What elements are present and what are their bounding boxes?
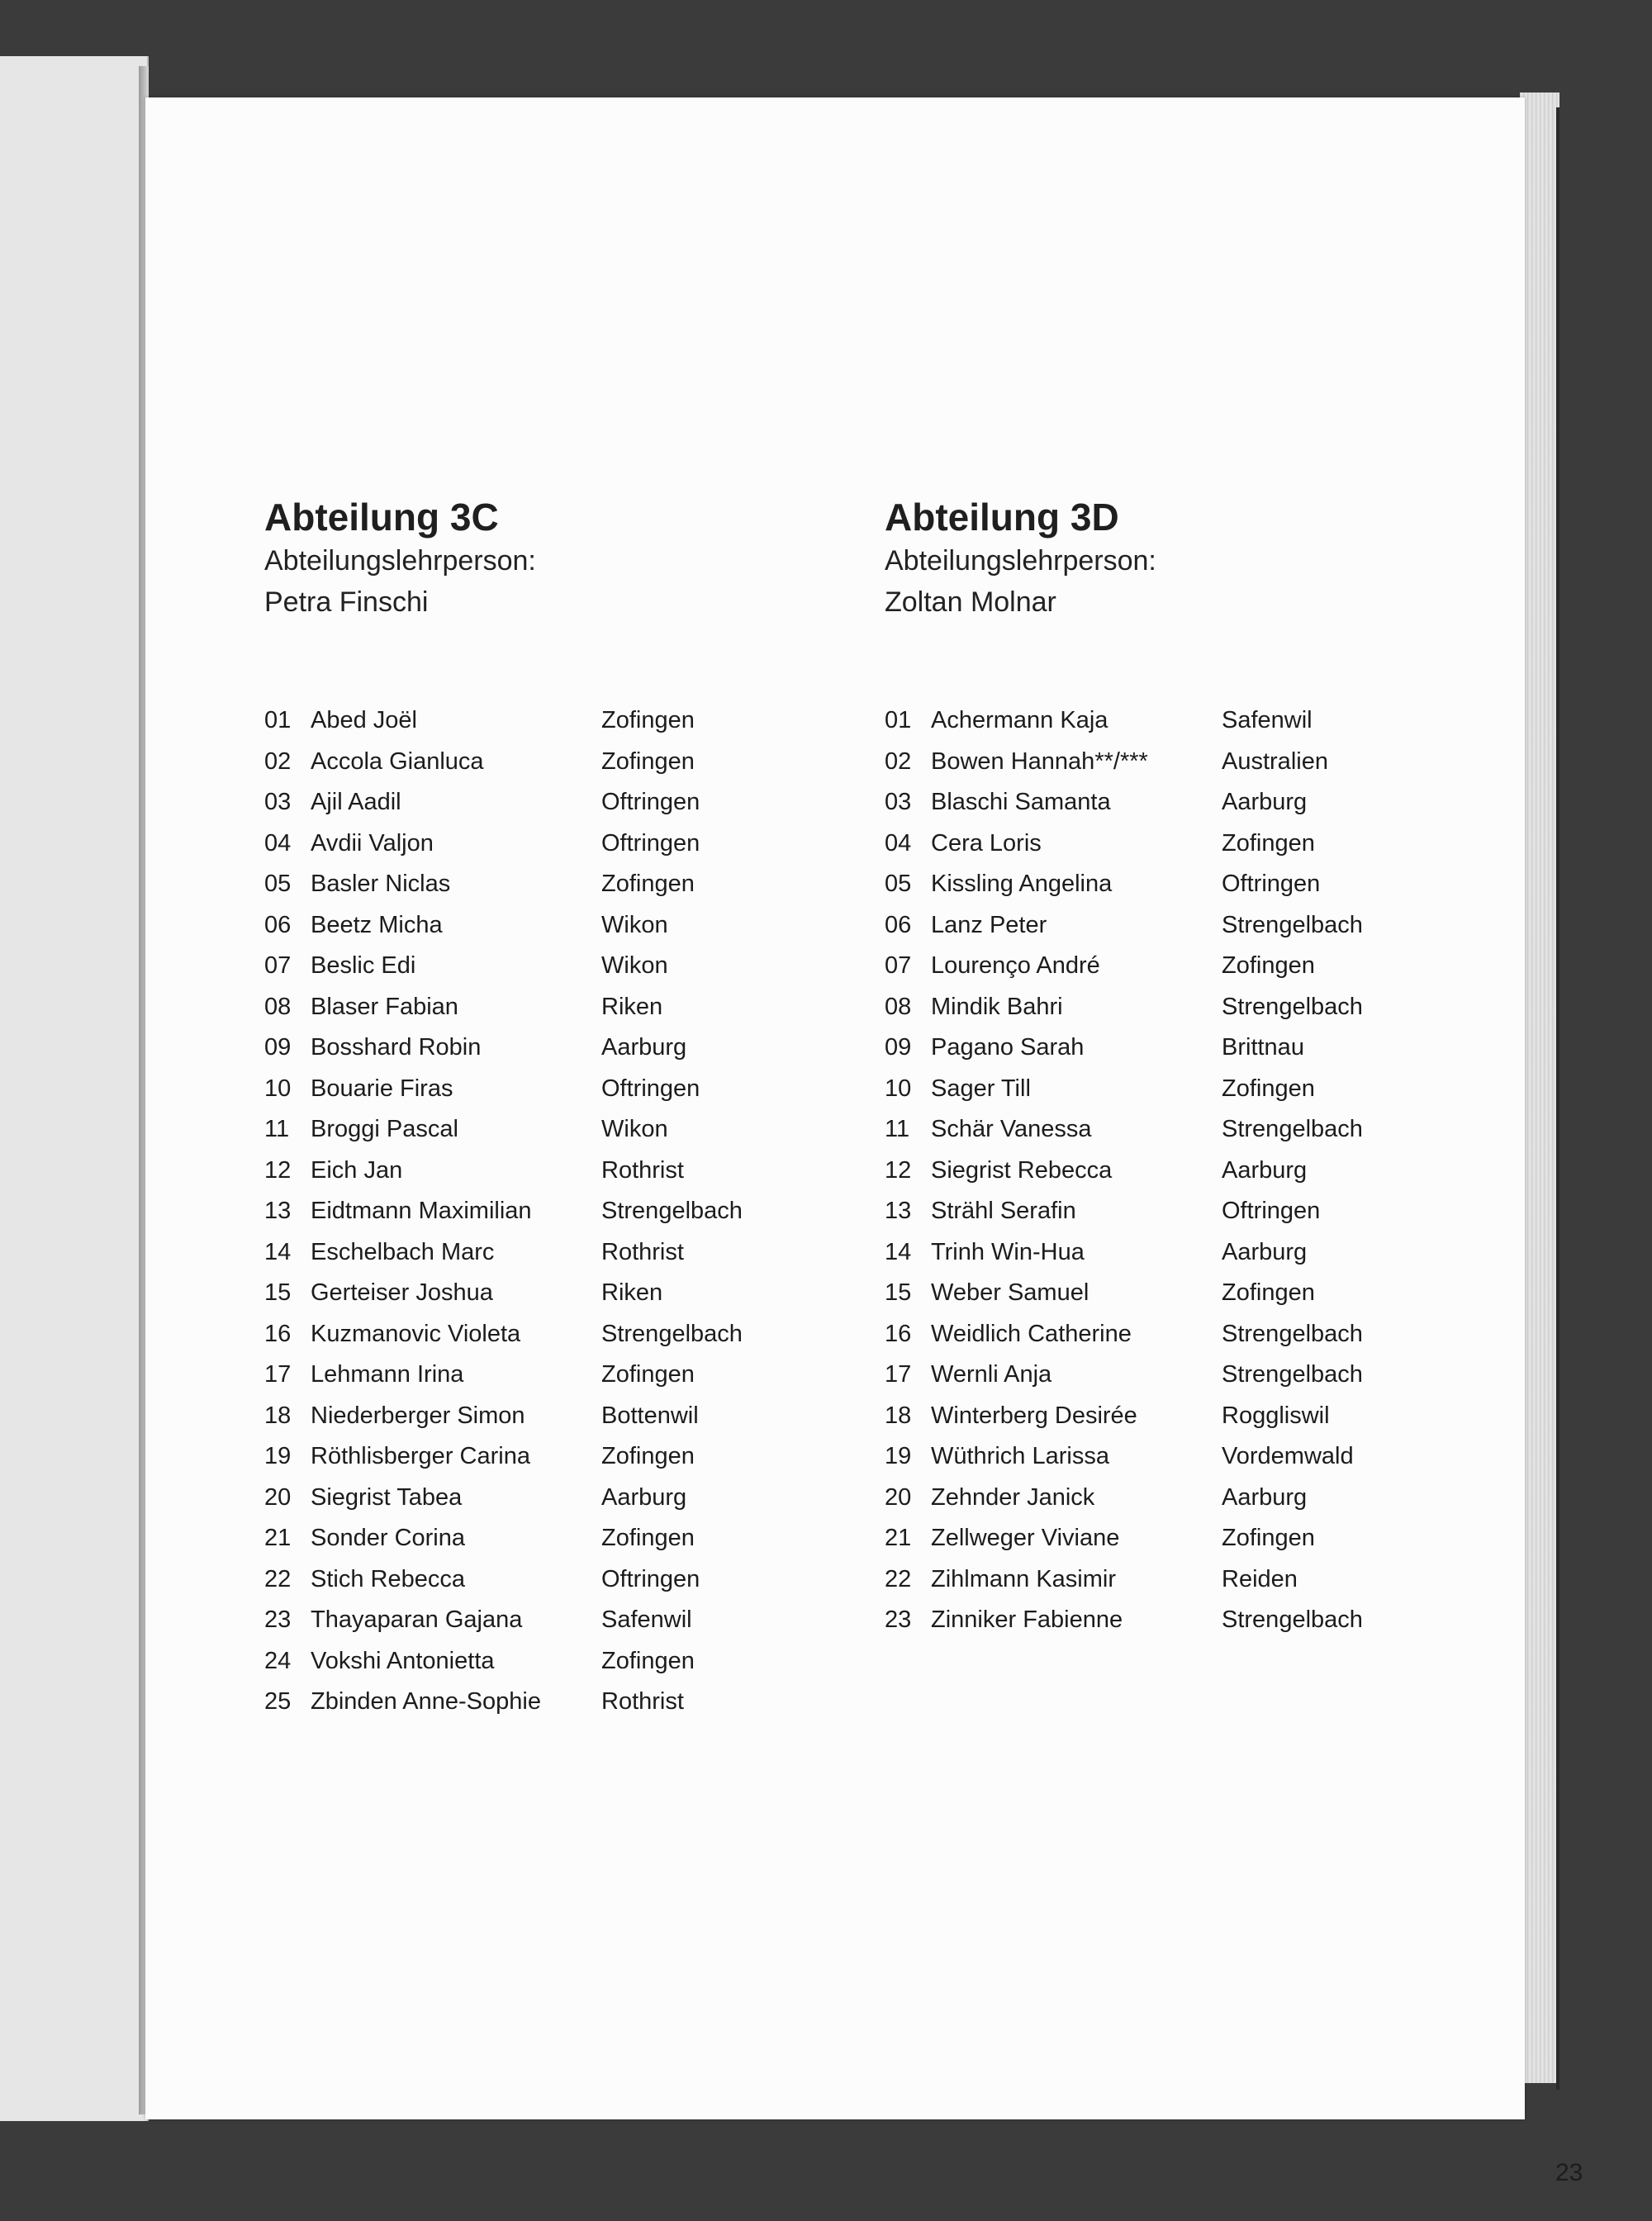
- student-place: Strengelbach: [1222, 1606, 1363, 1633]
- student-place: Reiden: [1222, 1565, 1298, 1592]
- student-place: Zofingen: [601, 707, 695, 733]
- student-place: Strengelbach: [601, 1320, 743, 1347]
- student-name: Lourenço André: [931, 952, 1100, 979]
- student-place: Riken: [601, 1279, 663, 1306]
- student-number: 25: [264, 1688, 292, 1715]
- student-place: Aarburg: [1222, 1238, 1308, 1265]
- student-name: Bouarie Firas: [311, 1075, 453, 1102]
- student-place: Safenwil: [1222, 707, 1313, 733]
- student-number: 12: [885, 1156, 912, 1184]
- student-number: 19: [264, 1443, 292, 1469]
- student-place: Oftringen: [601, 829, 700, 857]
- student-number: 03: [885, 789, 912, 815]
- student-place: Australien: [1222, 747, 1328, 775]
- student-place: Zofingen: [1222, 1525, 1315, 1551]
- previous-page-edge: [0, 56, 149, 2121]
- student-place: Wikon: [601, 952, 668, 979]
- student-number: 13: [885, 1198, 912, 1224]
- student-number: 16: [264, 1320, 292, 1347]
- student-name: Sager Till: [931, 1075, 1031, 1102]
- student-number: 14: [264, 1238, 292, 1265]
- student-number: 18: [264, 1402, 292, 1429]
- student-number: 09: [885, 1034, 912, 1061]
- student-number: 15: [264, 1279, 292, 1306]
- student-number: 01: [264, 707, 292, 733]
- section-3d: [885, 494, 1156, 623]
- student-number: 14: [885, 1238, 912, 1265]
- student-name: Broggi Pascal: [311, 1116, 458, 1142]
- student-place: Strengelbach: [601, 1198, 743, 1224]
- student-number: 16: [885, 1320, 912, 1347]
- student-number: 17: [264, 1361, 292, 1388]
- student-number: 20: [264, 1483, 292, 1511]
- student-name: Achermann Kaja: [931, 707, 1108, 733]
- teacher-name: Petra Finschi: [264, 586, 429, 618]
- student-place: Zofingen: [601, 1647, 695, 1674]
- student-number: 02: [264, 747, 292, 775]
- student-place: Aarburg: [1222, 789, 1308, 815]
- student-place: Rothrist: [601, 1238, 684, 1265]
- student-name: Lehmann Irina: [311, 1361, 464, 1388]
- student-name: Vokshi Antonietta: [311, 1647, 495, 1674]
- student-number: 07: [264, 952, 292, 979]
- student-name: Eidtmann Maximilian: [311, 1198, 532, 1224]
- student-name: Avdii Valjon: [311, 829, 434, 857]
- student-name: Bosshard Robin: [311, 1034, 482, 1061]
- student-name: Eschelbach Marc: [311, 1238, 495, 1265]
- student-place: Wikon: [601, 911, 668, 938]
- student-place: Zofingen: [1222, 1279, 1315, 1306]
- student-name: Lanz Peter: [931, 911, 1047, 938]
- student-number: 11: [885, 1116, 910, 1142]
- student-name: Bowen Hannah**/***: [931, 747, 1148, 775]
- student-number: 13: [264, 1198, 292, 1224]
- student-place: Rothrist: [601, 1688, 684, 1715]
- student-number: 10: [885, 1075, 912, 1102]
- student-number: 05: [264, 871, 292, 897]
- student-name: Trinh Win-Hua: [931, 1238, 1085, 1265]
- student-name: Cera Loris: [931, 829, 1042, 857]
- student-name: Wernli Anja: [931, 1361, 1052, 1388]
- student-place: Zofingen: [1222, 829, 1315, 857]
- student-place: Roggliswil: [1222, 1402, 1330, 1429]
- student-number: 12: [264, 1156, 292, 1184]
- student-number: 18: [885, 1402, 912, 1429]
- student-name: Kissling Angelina: [931, 871, 1113, 897]
- student-number: 01: [885, 707, 912, 733]
- student-name: Beetz Micha: [311, 911, 443, 938]
- student-name: Thayaparan Gajana: [311, 1606, 523, 1633]
- student-number: 08: [885, 993, 912, 1020]
- student-name: Stich Rebecca: [311, 1565, 465, 1592]
- student-name: Blaser Fabian: [311, 993, 458, 1020]
- student-name: Pagano Sarah: [931, 1034, 1085, 1061]
- student-number: 06: [885, 911, 912, 938]
- student-number: 06: [264, 911, 292, 938]
- student-number: 23: [264, 1606, 292, 1633]
- student-number: 15: [885, 1279, 912, 1306]
- student-place: Aarburg: [601, 1034, 687, 1061]
- student-place: Vordemwald: [1222, 1443, 1354, 1469]
- student-name: Blaschi Samanta: [931, 789, 1111, 815]
- section-3c: [264, 494, 536, 623]
- student-place: Zofingen: [601, 747, 695, 775]
- page-stack-edge: [1520, 93, 1559, 2083]
- section-title: Abteilung 3C: [264, 496, 499, 539]
- student-number: 03: [264, 789, 292, 815]
- student-place: Zofingen: [601, 1525, 695, 1551]
- student-number: 22: [885, 1565, 912, 1592]
- student-name: Eich Jan: [311, 1156, 403, 1184]
- student-name: Siegrist Tabea: [311, 1483, 463, 1511]
- teacher-name: Zoltan Molnar: [885, 586, 1056, 618]
- student-place: Bottenwil: [601, 1402, 699, 1429]
- student-name: Schär Vanessa: [931, 1116, 1092, 1142]
- student-name: Mindik Bahri: [931, 993, 1063, 1020]
- student-place: Oftringen: [1222, 1198, 1321, 1224]
- student-name: Röthlisberger Carina: [311, 1443, 530, 1469]
- student-number: 07: [885, 952, 912, 979]
- student-number: 08: [264, 993, 292, 1020]
- student-place: Safenwil: [601, 1606, 692, 1633]
- student-name: Winterberg Desirée: [931, 1402, 1137, 1429]
- page-number: 23: [1555, 2159, 1583, 2186]
- student-place: Oftringen: [1222, 871, 1321, 897]
- student-place: Riken: [601, 993, 663, 1020]
- student-number: 17: [885, 1361, 912, 1388]
- student-name: Strähl Serafin: [931, 1198, 1076, 1224]
- teacher-label: Abteilungslehrperson:: [264, 545, 536, 577]
- student-place: Oftringen: [601, 1075, 700, 1102]
- student-name: Sonder Corina: [311, 1525, 465, 1551]
- student-number: 24: [264, 1647, 292, 1674]
- student-name: Accola Gianluca: [311, 747, 484, 775]
- student-place: Zofingen: [601, 1361, 695, 1388]
- student-number: 21: [885, 1525, 912, 1551]
- student-name: Zinniker Fabienne: [931, 1606, 1123, 1633]
- student-place: Zofingen: [1222, 952, 1315, 979]
- section-title: Abteilung 3D: [885, 496, 1119, 539]
- student-place: Strengelbach: [1222, 1361, 1363, 1388]
- student-number: 09: [264, 1034, 292, 1061]
- student-name: Weber Samuel: [931, 1279, 1089, 1306]
- student-name: Wüthrich Larissa: [931, 1443, 1109, 1469]
- student-place: Aarburg: [601, 1483, 687, 1511]
- student-place: Zofingen: [601, 1443, 695, 1469]
- student-number: 10: [264, 1075, 292, 1102]
- student-number: 19: [885, 1443, 912, 1469]
- student-number: 04: [264, 829, 292, 857]
- student-place: Zofingen: [601, 871, 695, 897]
- student-name: Abed Joël: [311, 707, 417, 733]
- student-name: Gerteiser Joshua: [311, 1279, 493, 1306]
- student-place: Strengelbach: [1222, 1320, 1363, 1347]
- student-place: Strengelbach: [1222, 911, 1363, 938]
- student-number: 23: [885, 1606, 912, 1633]
- student-place: Oftringen: [601, 789, 700, 815]
- student-number: 21: [264, 1525, 292, 1551]
- student-place: Strengelbach: [1222, 1116, 1363, 1142]
- student-place: Brittnau: [1222, 1034, 1304, 1061]
- student-name: Weidlich Catherine: [931, 1320, 1132, 1347]
- student-name: Zellweger Viviane: [931, 1525, 1120, 1551]
- page-stack-shadow: [1556, 107, 1559, 2090]
- student-place: Rothrist: [601, 1156, 684, 1184]
- student-name: Zbinden Anne-Sophie: [311, 1688, 541, 1715]
- book-page: [145, 97, 1583, 2186]
- student-name: Zehnder Janick: [931, 1483, 1095, 1511]
- student-number: 02: [885, 747, 912, 775]
- student-place: Oftringen: [601, 1565, 700, 1592]
- student-place: Aarburg: [1222, 1483, 1308, 1511]
- student-name: Niederberger Simon: [311, 1402, 525, 1429]
- student-number: 05: [885, 871, 912, 897]
- student-name: Kuzmanovic Violeta: [311, 1320, 521, 1347]
- student-number: 22: [264, 1565, 292, 1592]
- student-place: Aarburg: [1222, 1156, 1308, 1184]
- student-name: Ajil Aadil: [311, 789, 401, 815]
- teacher-label: Abteilungslehrperson:: [885, 545, 1156, 577]
- student-place: Wikon: [601, 1116, 668, 1142]
- student-number: 04: [885, 829, 912, 857]
- student-number: 11: [264, 1116, 290, 1142]
- student-name: Zihlmann Kasimir: [931, 1565, 1116, 1592]
- student-place: Strengelbach: [1222, 993, 1363, 1020]
- student-name: Siegrist Rebecca: [931, 1156, 1113, 1184]
- student-name: Basler Niclas: [311, 871, 451, 897]
- student-number: 20: [885, 1483, 912, 1511]
- student-place: Zofingen: [1222, 1075, 1315, 1102]
- student-name: Beslic Edi: [311, 952, 416, 979]
